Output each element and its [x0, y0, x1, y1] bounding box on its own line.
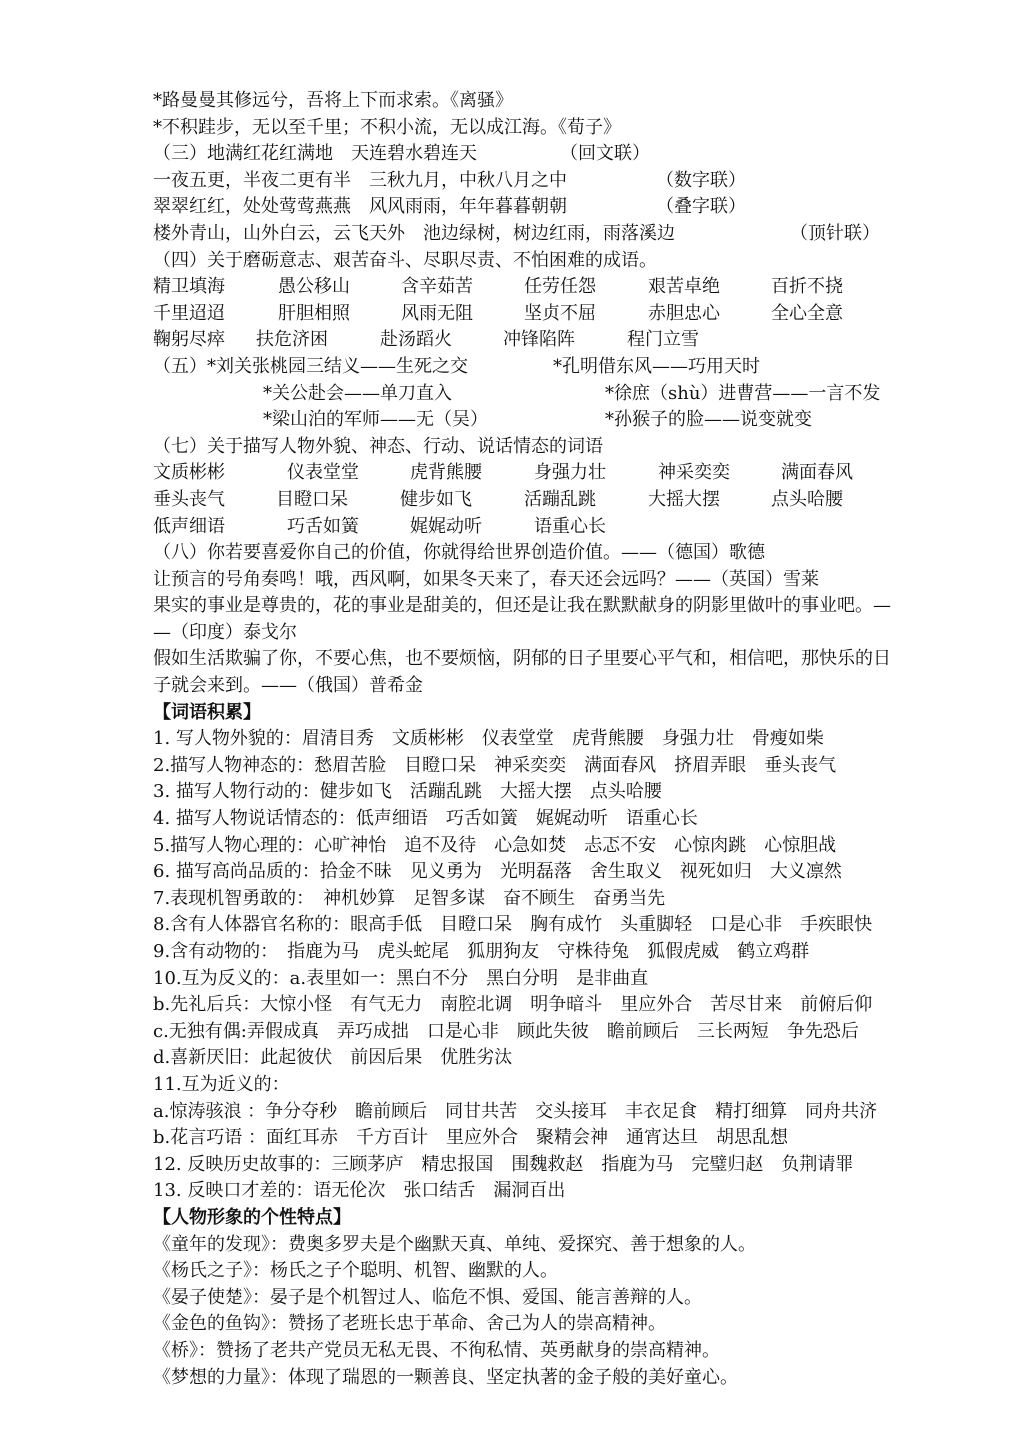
vocab-line [0, 1125, 1024, 1152]
idiom: 赴汤蹈火 [380, 329, 452, 351]
idiom: 全心全意 [771, 302, 843, 324]
quote-text: —（印度）泰戈尔 [153, 621, 297, 643]
character-text: 《童年的发现》：费奥多罗夫是个幽默天真、单纯、爱探究、善于想象的人。 [153, 1233, 756, 1255]
idiom: 虎背熊腰 [410, 462, 482, 484]
idiom: 愚公移山 [278, 276, 350, 298]
text-line [0, 115, 1024, 142]
idiom: 娓娓动听 [410, 515, 482, 537]
idiom: 身强力壮 [534, 462, 606, 484]
quote-text: （八）你若要喜爱你自己的价值，你就得给世界创造价值。——（德国）歌德 [153, 542, 765, 564]
section-title: （四）关于磨砺意志、艰苦奋斗、尽职尽责、不怕困难的成语。 [153, 249, 657, 271]
idiom: 巧舌如簧 [287, 515, 359, 537]
couplet-text: （三）地满红花红满地 天连碧水碧连天 [153, 143, 477, 165]
character-text: 《晏子使楚》：晏子是个机智过人、临危不惧、爱国、能言善辩的人。 [153, 1286, 702, 1308]
text-line [0, 593, 1024, 620]
story-phrase: *孔明借东风——巧用天时 [553, 355, 760, 377]
vocab-line [0, 859, 1024, 886]
vocab-text: 8.含有人体器官名称的：眼高手低 目瞪口呆 胸有成竹 头重脚轻 口是心非 手疾眼快 [153, 914, 873, 936]
text-line [0, 646, 1024, 673]
character-text: 《金色的鱼钩》：赞扬了老班长忠于革命、舍己为人的崇高精神。 [153, 1313, 666, 1335]
vocab-line [0, 1152, 1024, 1179]
text-line [0, 620, 1024, 647]
story-row [0, 381, 1024, 408]
quote-text: 子就会来到。——（俄国）普希金 [153, 675, 423, 697]
vocab-line [0, 779, 1024, 806]
text-line [0, 540, 1024, 567]
idiom: 含辛茹苦 [401, 276, 473, 298]
vocab-text: 5.描写人物心理的：心旷神怡 追不及待 心急如焚 忐忑不安 心惊肉跳 心惊胆战 [153, 834, 837, 856]
vocab-line [0, 1099, 1024, 1126]
story-phrase: *关公赴会——单刀直入 [263, 382, 452, 404]
quote-text: 假如生活欺骗了你，不要心焦，也不要烦恼，阴郁的日子里要心平气和，相信吧，那快乐的日 [153, 648, 891, 670]
vocab-text: 3. 描写人物行动的：健步如飞 活蹦乱跳 大摇大摆 点头哈腰 [153, 781, 662, 803]
vocab-line [0, 992, 1024, 1019]
vocab-line [0, 886, 1024, 913]
vocab-text: 11.互为近义的： [153, 1073, 290, 1095]
idiom: 赤胆忠心 [648, 302, 720, 324]
vocab-text: b.先礼后兵：大惊小怪 有气无力 南腔北调 明争暗斗 里应外合 苦尽甘来 前俯后仰 [153, 994, 873, 1016]
vocab-text: 4. 描写人物说话情态的：低声细语 巧舌如簧 娓娓动听 语重心长 [153, 808, 698, 830]
text-line [0, 673, 1024, 700]
vocab-text: b.花言巧语 ：面红耳赤 千方百计 里应外合 聚精会神 通宵达旦 胡思乱想 [153, 1127, 788, 1149]
vocab-text: 13. 反映口才差的：语无伦次 张口结舌 漏洞百出 [153, 1180, 566, 1202]
couplet-text: 翠翠红红，处处莺莺燕燕 风风雨雨，年年暮暮朝朝 [153, 196, 567, 218]
couplet-type: （数字联） [656, 169, 746, 191]
vocab-line [0, 939, 1024, 966]
text-line [0, 194, 1024, 221]
idiom: 仪表堂堂 [287, 462, 359, 484]
vocab-text: d.喜新厌旧：此起彼伏 前因后果 优胜劣汰 [153, 1047, 513, 1069]
couplet-type: （叠字联） [656, 196, 746, 218]
text-line [0, 141, 1024, 168]
idiom: 程门立雪 [627, 329, 699, 351]
idiom: 鞠躬尽瘁 [153, 329, 225, 351]
vocab-text: 7.表现机智勇敢的： 神机妙算 足智多谋 奋不顾生 奋勇当先 [153, 887, 666, 909]
quote-text: *路曼曼其修远兮，吾将上下而求索。《离骚》 [153, 90, 513, 111]
section-heading [0, 248, 1024, 275]
vocab-line [0, 1072, 1024, 1099]
idiom: 目瞪口呆 [276, 488, 348, 510]
quote-text: 果实的事业是尊贵的，花的事业是甜美的，但还是让我在默默献身的阴影里做叶的事业吧。— [153, 595, 891, 617]
vocab-line [0, 726, 1024, 753]
vocab-text: a.惊涛骇浪 ：争分夺秒 瞻前顾后 同甘共苦 交头接耳 丰衣足食 精打细算 同舟共济 [153, 1100, 878, 1122]
vocab-text: 12. 反映历史故事的：三顾茅庐 精忠报国 围魏救赵 指鹿为马 完璧归赵 负荆请罪 [153, 1153, 854, 1175]
vocab-line [0, 1178, 1024, 1205]
character-text: 《杨氏之子》：杨氏之子个聪明、机智、幽默的人。 [153, 1260, 558, 1282]
idiom: 大摇大摆 [648, 488, 720, 510]
vocab-text: 10.互为反义的：a.表里如一：黑白不分 黑白分明 是非曲直 [153, 967, 649, 989]
section-heading [0, 700, 1024, 727]
vocab-line [0, 966, 1024, 993]
character-line [0, 1338, 1024, 1365]
story-row [0, 407, 1024, 434]
couplet-type: （回文联） [560, 143, 650, 165]
section-heading [0, 1205, 1024, 1232]
quote-text: *不积跬步，无以至千里；不积小流，无以成江海。《荀子》 [153, 116, 621, 138]
idiom-row [0, 327, 1024, 354]
idiom-row [0, 460, 1024, 487]
idiom: 满面春风 [781, 462, 853, 484]
story-phrase: *孙猴子的脸——说变就变 [605, 409, 812, 431]
idiom: 千里迢迢 [153, 302, 225, 324]
vocab-text: 9.含有动物的： 指鹿为马 虎头蛇尾 狐朋狗友 守株待兔 狐假虎威 鹤立鸡群 [153, 941, 810, 962]
character-line [0, 1232, 1024, 1259]
idiom: 任劳任怨 [524, 276, 596, 298]
vocab-line [0, 1019, 1024, 1046]
text-line [0, 567, 1024, 594]
character-text: 《桥》：赞扬了老共产党员无私无畏、不徇私情、英勇献身的崇高精神。 [153, 1339, 720, 1361]
vocab-text: c.无独有偶:弄假成真 弄巧成拙 口是心非 顾此失彼 瞻前顾后 三长两短 争先恐后 [153, 1020, 859, 1042]
idiom: 神采奕奕 [658, 462, 730, 484]
section-title: 【人物形象的个性特点】 [153, 1206, 351, 1228]
idiom: 文质彬彬 [153, 462, 225, 484]
idiom: 垂头丧气 [153, 488, 225, 510]
idiom-row [0, 274, 1024, 301]
character-line [0, 1311, 1024, 1338]
idiom: 肝胆相照 [278, 302, 350, 324]
vocab-line [0, 806, 1024, 833]
idiom: 活蹦乱跳 [524, 488, 596, 510]
idiom: 扶危济困 [256, 329, 328, 351]
vocab-line [0, 833, 1024, 860]
vocab-line [0, 1045, 1024, 1072]
story-phrase: *梁山泊的军师——无（吴） [263, 409, 488, 431]
idiom: 低声细语 [153, 515, 225, 537]
character-line [0, 1285, 1024, 1312]
couplet-text: 楼外青山，山外白云，云飞天外 池边绿树，树边红雨，雨落溪边 [153, 222, 675, 244]
quote-text: 让预言的号角奏鸣！哦，西风啊，如果冬天来了，春天还会远吗？——（英国）雪莱 [153, 568, 819, 590]
section-title: （七）关于描写人物外貌、神态、行动、说话情态的词语 [153, 435, 603, 457]
couplet-type: （顶针联） [790, 222, 880, 244]
vocab-text: 1. 写人物外貌的：眉清目秀 文质彬彬 仪表堂堂 虎背熊腰 身强力壮 骨瘦如柴 [153, 728, 824, 750]
text-line [0, 88, 1024, 115]
story-phrase: *徐庶（shù）进曹营——一言不发 [605, 382, 881, 404]
vocab-line [0, 753, 1024, 780]
couplet-text: 一夜五更，半夜二更有半 三秋九月，中秋八月之中 [153, 169, 567, 191]
idiom-row [0, 514, 1024, 541]
character-text: 《梦想的力量》：体现了瑞恩的一颗善良、坚定执著的金子般的美好童心。 [153, 1366, 738, 1388]
vocab-line [0, 912, 1024, 939]
text-line [0, 221, 1024, 248]
idiom-row [0, 487, 1024, 514]
character-line [0, 1365, 1024, 1392]
vocab-text: 6. 描写高尚品质的：拾金不昧 见义勇为 光明磊落 舍生取义 视死如归 大义凛然 [153, 861, 842, 883]
section-heading [0, 434, 1024, 461]
idiom: 冲锋陷阵 [503, 329, 575, 351]
document-page [0, 88, 1024, 1391]
idiom: 健步如飞 [400, 488, 472, 510]
vocab-text: 2.描写人物神态的：愁眉苦脸 目瞪口呆 神采奕奕 满面春风 挤眉弄眼 垂头丧气 [153, 754, 837, 776]
idiom: 风雨无阻 [401, 302, 473, 324]
story-phrase: （五）*刘关张桃园三结义——生死之交 [153, 355, 468, 377]
story-row [0, 354, 1024, 381]
text-line [0, 168, 1024, 195]
section-title: 【词语积累】 [153, 701, 261, 723]
idiom: 坚贞不屈 [524, 302, 596, 324]
idiom: 精卫填海 [153, 276, 225, 298]
idiom: 艰苦卓绝 [648, 276, 720, 298]
idiom: 语重心长 [534, 515, 606, 537]
idiom: 点头哈腰 [771, 488, 843, 510]
character-line [0, 1258, 1024, 1285]
idiom-row [0, 301, 1024, 328]
idiom: 百折不挠 [771, 276, 843, 298]
